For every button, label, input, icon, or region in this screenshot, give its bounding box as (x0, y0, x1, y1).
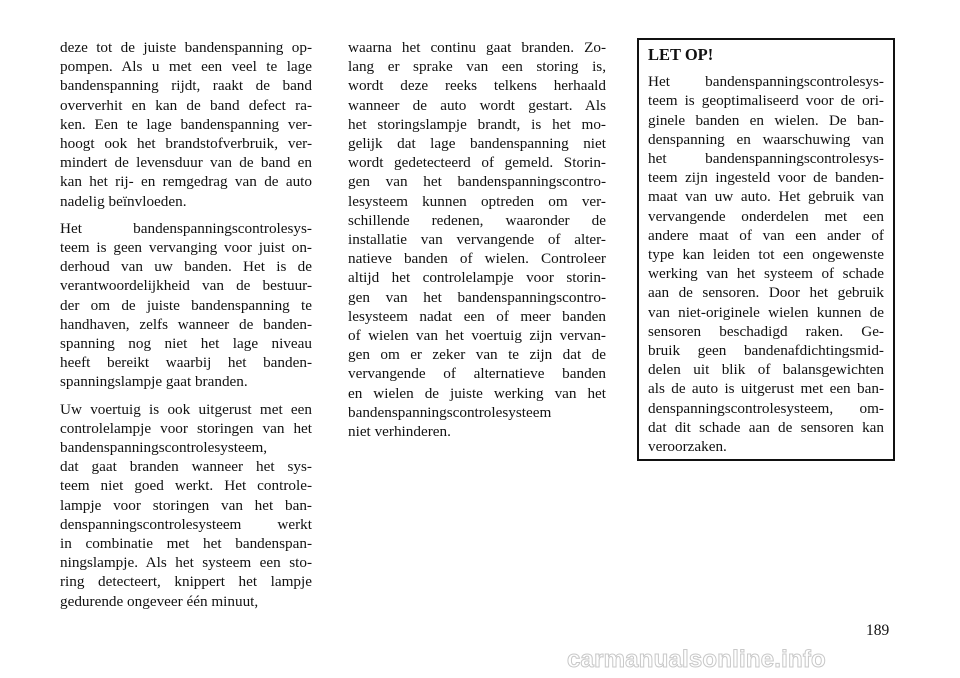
paragraph (348, 38, 606, 441)
text-line: wanneer de auto wordt gestart. Als (348, 96, 606, 114)
text-line: gedurende ongeveer één minuut, (60, 592, 259, 610)
text-line: spanningslampje gaat branden. (60, 373, 248, 391)
text-line: waarna het continu gaat branden. Zo- (348, 39, 606, 56)
text-line: spanning nog niet het lage niveau (60, 335, 312, 353)
text-line: werking van het systeem of schade (648, 265, 884, 283)
text-line: deze tot de juiste bandenspanning op- (60, 39, 312, 56)
text-line: der om de juiste bandenspanning te (60, 296, 312, 314)
text-line: type kan leiden tot een ongewenste (648, 246, 884, 264)
text-line: lang er sprake van een storing is, (348, 58, 606, 76)
text-line: kan het rij- en remgedrag van de auto (60, 173, 312, 191)
text-line: schillende redenen, waaronder de (348, 211, 606, 229)
text-line: altijd het controlelampje voor storin- (348, 269, 606, 287)
text-line: vervangende of alternatieve banden (348, 365, 606, 383)
text-line: het bandenspanningscontrolesys- (648, 150, 884, 168)
paragraph (60, 400, 312, 611)
text-line: van niet-originele wielen kunnen de (648, 303, 884, 321)
text-line: Uw voertuig is ook uitgerust met een (60, 400, 312, 418)
text-line: teem is geen vervanging voor juist on- (60, 239, 312, 257)
text-line: het storingslampje brandt, is het mo- (348, 115, 606, 133)
text-column-left (60, 38, 312, 619)
text-line: lampje voor storingen van het ban- (60, 496, 312, 514)
text-line: heeft bereikt waarbij het banden- (60, 354, 312, 372)
text-line: gen om er zeker van te zijn dat de (348, 346, 606, 364)
text-line: bandenspanningscontrolesysteem, (60, 439, 268, 457)
text-line: vervangende onderdelen met een (648, 207, 884, 225)
warning-title: LET OP! (648, 45, 714, 64)
text-line: derhoud van uw banden. Het is de (60, 258, 312, 276)
warning-text (648, 72, 884, 456)
text-column-middle (348, 38, 606, 449)
watermark: carmanualsonline.info (567, 646, 826, 673)
text-line: ring detecteert, knippert het lampje (60, 573, 312, 591)
text-line: gen van het bandenspanningscontro- (348, 288, 606, 306)
text-line: natieve banden of wielen. Controleer (348, 250, 606, 268)
text-line: niet verhinderen. (348, 423, 451, 441)
text-line: bandenspanningscontrolesysteem (348, 403, 552, 421)
text-line: delen uit blik of balansgewichten (648, 361, 884, 379)
text-line: of wielen van het voertuig zijn vervan- (348, 327, 606, 345)
text-line: teem niet goed werkt. Het controle- (60, 477, 312, 495)
text-line: en wielen de juiste werking van het (348, 384, 606, 402)
text-line: pompen. Als u met een veel te lage (60, 58, 312, 76)
text-line: andere maat of van een ander of (648, 226, 884, 244)
text-line: lesysteem nadat een of meer banden (348, 307, 606, 325)
text-line: sensoren beschadigd raken. Ge- (648, 322, 884, 340)
text-line: wordt deze reeks telkens herhaald (348, 77, 606, 95)
page-number: 189 (866, 622, 890, 639)
text-line: hoogt ook het brandstofverbruik, ver- (60, 135, 312, 153)
text-line: mindert de levensduur van de band en (60, 154, 312, 172)
text-line: dat gaat branden wanneer het sys- (60, 458, 312, 476)
text-line: verantwoordelijkheid van de bestuur- (60, 277, 312, 295)
text-line: aan de sensoren. Door het gebruik (648, 284, 884, 302)
paragraph (60, 38, 312, 211)
text-line: oververhit en kan de band defect ra- (60, 96, 312, 114)
text-line: als de auto is uitgerust met een ban- (648, 380, 884, 398)
text-line: nadelig beïnvloeden. (60, 192, 187, 210)
text-line: ginele banden en wielen. De ban- (648, 111, 884, 129)
text-line: denspanningscontrolesysteem werkt (60, 515, 312, 533)
text-line: in combinatie met het bandenspan- (60, 535, 312, 553)
text-line: teem zijn ingesteld voor de banden- (648, 169, 884, 187)
text-line: dat dit schade aan de sensoren kan (648, 418, 884, 436)
text-line: bandenspanning rijdt, raakt de band (60, 77, 312, 95)
text-line: handhaven, zelfs wanneer de banden- (60, 315, 312, 333)
text-line: bruik geen bandenafdichtingsmid- (648, 342, 884, 360)
text-line: denspanning en waarschuwing van (648, 130, 884, 148)
text-line: ken. Een te lage bandenspanning ver- (60, 115, 312, 133)
text-line: ningslampje. Als het systeem een sto- (60, 554, 312, 572)
text-line: denspanningscontrolesysteem, om- (648, 399, 884, 417)
warning-box (637, 38, 895, 461)
text-line: wordt gedetecteerd of gemeld. Storin- (348, 154, 606, 172)
text-line: Het bandenspanningscontrolesys- (60, 219, 312, 237)
text-line: gelijk dat lage bandenspanning niet (348, 135, 606, 153)
text-line: veroorzaken. (648, 438, 727, 456)
text-line: Het bandenspanningscontrolesys- (648, 73, 884, 91)
text-line: installatie van vervangende of alter- (348, 231, 606, 249)
text-line: teem is geoptimaliseerd voor de ori- (648, 92, 884, 110)
paragraph (60, 219, 312, 392)
text-line: lesysteem kunnen optreden om ver- (348, 192, 606, 210)
text-line: controlelampje voor storingen van het (60, 419, 312, 437)
text-line: gen van het bandenspanningscontro- (348, 173, 606, 191)
text-line: maat van uw auto. Het gebruik van (648, 188, 884, 206)
